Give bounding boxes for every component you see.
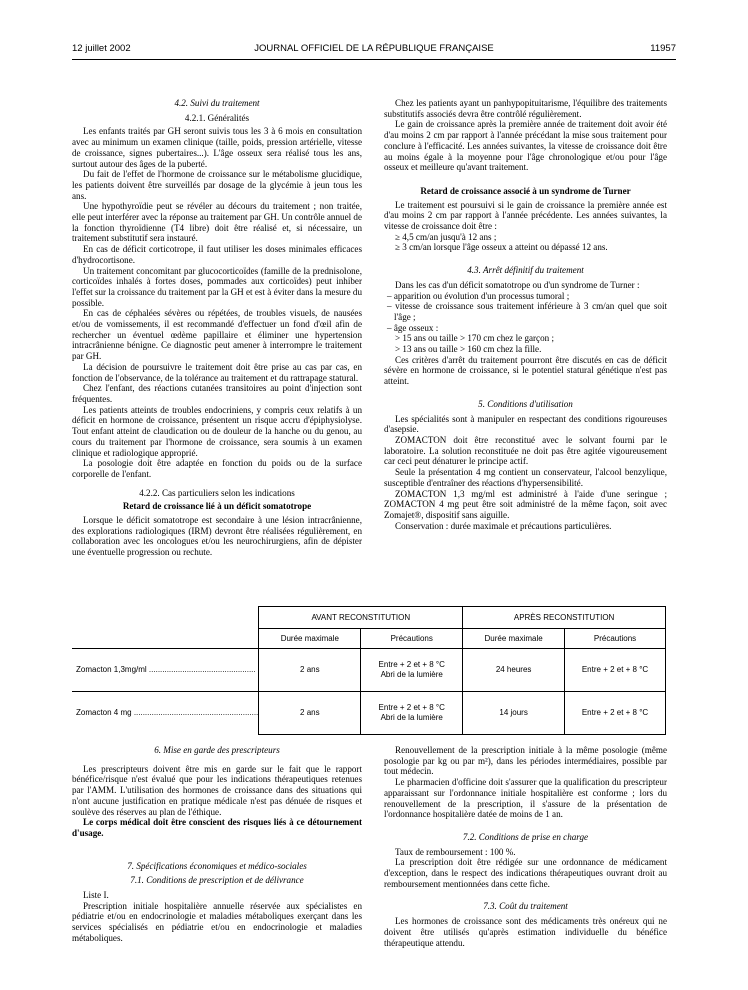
heading-6: 6. Mise en garde des prescripteurs [154,745,280,755]
paragraph: Conservation : durée maximale et précautions particulières. [395,520,612,531]
table-cell: Entre + 2 et + 8 °C [565,649,666,692]
paragraph: La décision de poursuivre le traitement doit être prise au cas par cas, en fonction de l'observance, de la tolérance au traitement et du rattrapage statural. [72,361,362,383]
header-journal-title: JOURNAL OFFICIEL DE LA RÉPUBLIQUE FRANÇAISE [254,43,494,54]
right-column-top [384,98,667,531]
heading-7-1: 7.1. Conditions de prescription et de délivrance [130,875,304,886]
paragraph: Chez l'enfant, des réactions cutanées transitoires au point d'injection sont fréquentes. [72,383,362,404]
paragraph: Une hypothyroïdie peut se révéler au décours du traitement ; non traitée, elle peut interférer avec la réponse au traitement par GH. Un contrôle annuel de la fonction thyroïdienne (T4 libre) doit être réalisé et, si nécessaire, un traitement substitutif sera instauré. [72,201,362,244]
heading-4-2: 4.2. Suivi du traitement [174,98,260,108]
left-column-top [72,98,362,558]
paragraph: Le pharmacien d'officine doit s'assurer que la qualification du prescripteur apparaissant sur l'ordonnance initiale hospitalière est conforme ; lors du renouvellement de la prescription, il s'assure de la présentation de l'ordonnance hospitalière datée de moins de 1 an. [384,777,667,820]
paragraph: Les hormones de croissance sont des médicaments très onéreux qui ne doivent être utilisés qu'après estimation individuelle du bénéfice thérapeutique attendu. [384,916,667,948]
heading-4-2-1: 4.2.1. Généralités [184,112,250,123]
list-item: – apparition ou évolution d'un processus tumoral ; [387,290,570,301]
table-row [72,692,666,735]
heading-7-3: 7.3. Coût du traitement [483,901,568,912]
table-cell: 2 ans [259,692,361,735]
conservation-table [72,606,666,735]
table-cell: 2 ans [259,649,361,692]
table-subheader: Précautions [565,629,666,649]
paragraph: La posologie doit être adaptée en fonction du poids ou de la surface corporelle de l'enfant. [72,458,362,479]
paragraph: Renouvellement de la prescription initiale à la même posologie (même posologie par kg ou par m²), dans les périodes intermédiaires, possible par tout médecin. [384,745,667,777]
table-subheader: Précautions [361,629,463,649]
table-cell: 14 jours [463,692,565,735]
list-item: > 13 ans ou taille > 160 cm chez la fille. [395,344,542,355]
header-rule [72,59,676,60]
paragraph: Lorsque le déficit somatotrope est secondaire à une lésion intracrânienne, des explorations radiologiques (IRM) devront être réalisées régulièrement, en collaboration avec les oncologues et/ou les neurochirurgiens, afin de dépister une éventuelle progression ou rechute. [72,515,362,558]
paragraph: La prescription doit être rédigée sur une ordonnance de médicament d'exception, dans le respect des indications thérapeutiques ouvrant droit au remboursement mentionnées dans cette fiche. [384,857,667,889]
table-group-header-before: AVANT RECONSTITUTION [259,607,463,629]
paragraph: Les enfants traités par GH seront suivis tous les 3 à 6 mois en consultation avec au minimum un examen clinique (taille, poids, pression artérielle, vitesse de croissance, signes pubertaires...). L'âge osseux sera réalisé tous les ans, surtout autour des âges de la puberté. [72,126,362,169]
table-subheader: Durée maximale [463,629,565,649]
table-cell: 24 heures [463,649,565,692]
list-item: ≥ 4,5 cm/an jusqu'à 12 ans ; [395,231,497,242]
paragraph: Un traitement concomitant par glucocorticoïdes (famille de la prednisolone, corticoïdes inhalés à fortes doses, pommades aux corticoïdes) peut inhiber l'effet sur la croissance du traitement par la GH et est à éviter dans la mesure du possible. [72,265,362,308]
paragraph: Le gain de croissance après la première année de traitement doit avoir été d'au moins 2 cm par rapport à l'année précédant la mise sous traitement pour conclure à l'efficacité. Les années suivantes, la vitesse de croissance doit être au moins égale à la moyenne pour l'âge chronologique et/ou pour l'âge osseux et meilleure qu'avant traitement. [384,119,667,173]
paragraph: Prescription initiale hospitalière annuelle réservée aux spécialistes en pédiatrie et/ou en endocrinologie et maladies métaboliques exerçant dans les services spécialisés en pédiatrie et/ou en endocrinologie et maladies métaboliques. [72,900,362,943]
list-item: ≥ 3 cm/an lorsque l'âge osseux a atteint ou dépassé 12 ans. [395,242,608,253]
paragraph: En cas de déficit corticotrope, il faut utiliser les doses minimales efficaces d'hydrocortisone. [72,244,362,265]
right-column-bottom [384,745,667,948]
page-header [72,44,676,58]
heading-turner: Retard de croissance associé à un syndrome de Turner [420,185,631,196]
table-corner [72,607,259,649]
header-date: 12 juillet 2002 [72,43,131,54]
heading-7-2: 7.2. Conditions de prise en charge [462,831,589,842]
paragraph: Le corps médical doit être conscient des risques liés à ce détournement d'usage. [72,817,362,838]
paragraph: ZOMACTON 1,3 mg/ml est administré à l'aide d'une seringue ; ZOMACTON 4 mg peut être soit administré de la même façon, soit avec Zomajet®, dispositif sans aiguille. [384,488,667,520]
paragraph: Dans les cas d'un déficit somatotrope ou d'un syndrome de Turner : [395,279,640,290]
table-row-label: Zomacton 1,3mg/ml ................................................ [72,649,259,692]
paragraph: Les prescripteurs doivent être mis en garde sur le fait que le rapport bénéfice/risque n'est évalué que pour les indications thérapeutiques retenues par l'AMM. L'utilisation des hormones de croissance dans des situations qui n'ont aucune justification en pratique médicale n'est pas dénuée de risques et soulève des réserves au plan de l'éthique. [72,763,362,817]
heading-4-3: 4.3. Arrêt définitif du traitement [467,265,584,276]
left-column-bottom [72,745,362,944]
paragraph: Ces critères d'arrêt du traitement pourront être discutés en cas de déficit sévère en hormone de croissance, si le potentiel statural génétique n'est pas atteint. [384,354,667,387]
heading-4-2-2: 4.2.2. Cas particuliers selon les indications [139,487,295,498]
table-row [72,649,666,692]
list-item: – âge osseux : [387,322,439,333]
list-item: – vitesse de croissance sous traitement inférieure à 3 cm/an quel que soit l'âge ; [387,301,667,322]
paragraph: Les patients atteints de troubles endocriniens, y compris ceux relatifs à un déficit en hormone de croissance, présentent un risque accru d'épiphysiolyse. Tout enfant atteint de claudication ou de douleur de la hanche ou du genou, au cours du traitement par l'hormone de croissance, sera soumis à un examen clinique et radiologique approprié. [72,404,362,458]
heading-5: 5. Conditions d'utilisation [478,398,573,409]
table-cell: Entre + 2 et + 8 °C Abri de la lumière [361,692,463,735]
paragraph: Le traitement est poursuivi si le gain de croissance la première année est d'au moins 2 cm par rapport à l'année précédente. Les années suivantes, la vitesse de croissance doit être : [384,199,667,232]
list-item: > 15 ans ou taille > 170 cm chez le garçon ; [395,333,554,344]
table-cell: Entre + 2 et + 8 °C Abri de la lumière [361,649,463,692]
paragraph: En cas de céphalées sévères ou répétées, de troubles visuels, de nausées et/ou de vomissements, il est recommandé d'effectuer un fond d'œil afin de rechercher un éventuel œdème papillaire et éliminer une hypertension intracrânienne bénigne. Ce diagnostic peut amener à interrompre le traitement par GH. [72,308,362,362]
paragraph: Chez les patients ayant un panhypopituitarisme, l'équilibre des traitements substitutifs associés devra être contrôlé régulièrement. [384,98,667,119]
paragraph: Les spécialités sont à manipuler en respectant des conditions rigoureuses d'asepsie. [384,413,667,435]
paragraph: Seule la présentation 4 mg contient un conservateur, l'alcool benzylique, susceptible d'entraîner des réactions d'hypersensibilité. [384,467,667,488]
paragraph: Du fait de l'effet de l'hormone de croissance sur le métabolisme glucidique, les patients doivent être surveillés par dosage de la glycémie à jeun tous les ans. [72,169,362,201]
paragraph: Taux de remboursement : 100 %. [395,846,516,857]
paragraph: Liste I. [83,890,109,901]
heading-7: 7. Spécifications économiques et médico-sociales [127,860,307,871]
table-cell: Entre + 2 et + 8 °C [565,692,666,735]
table-row-label: Zomacton 4 mg ........................................................ [72,692,259,735]
table-group-header-after: APRÈS RECONSTITUTION [463,607,666,629]
header-page-number: 11957 [650,43,676,54]
heading-deficit-somatotrope: Retard de croissance lié à un déficit somatotrope [122,501,312,512]
paragraph: ZOMACTON doit être reconstitué avec le solvant fourni par le laboratoire. La solution reconstituée ne doit pas être agitée vigoureusement car ceci peut dénaturer le principe actif. [384,434,667,467]
table-subheader: Durée maximale [259,629,361,649]
